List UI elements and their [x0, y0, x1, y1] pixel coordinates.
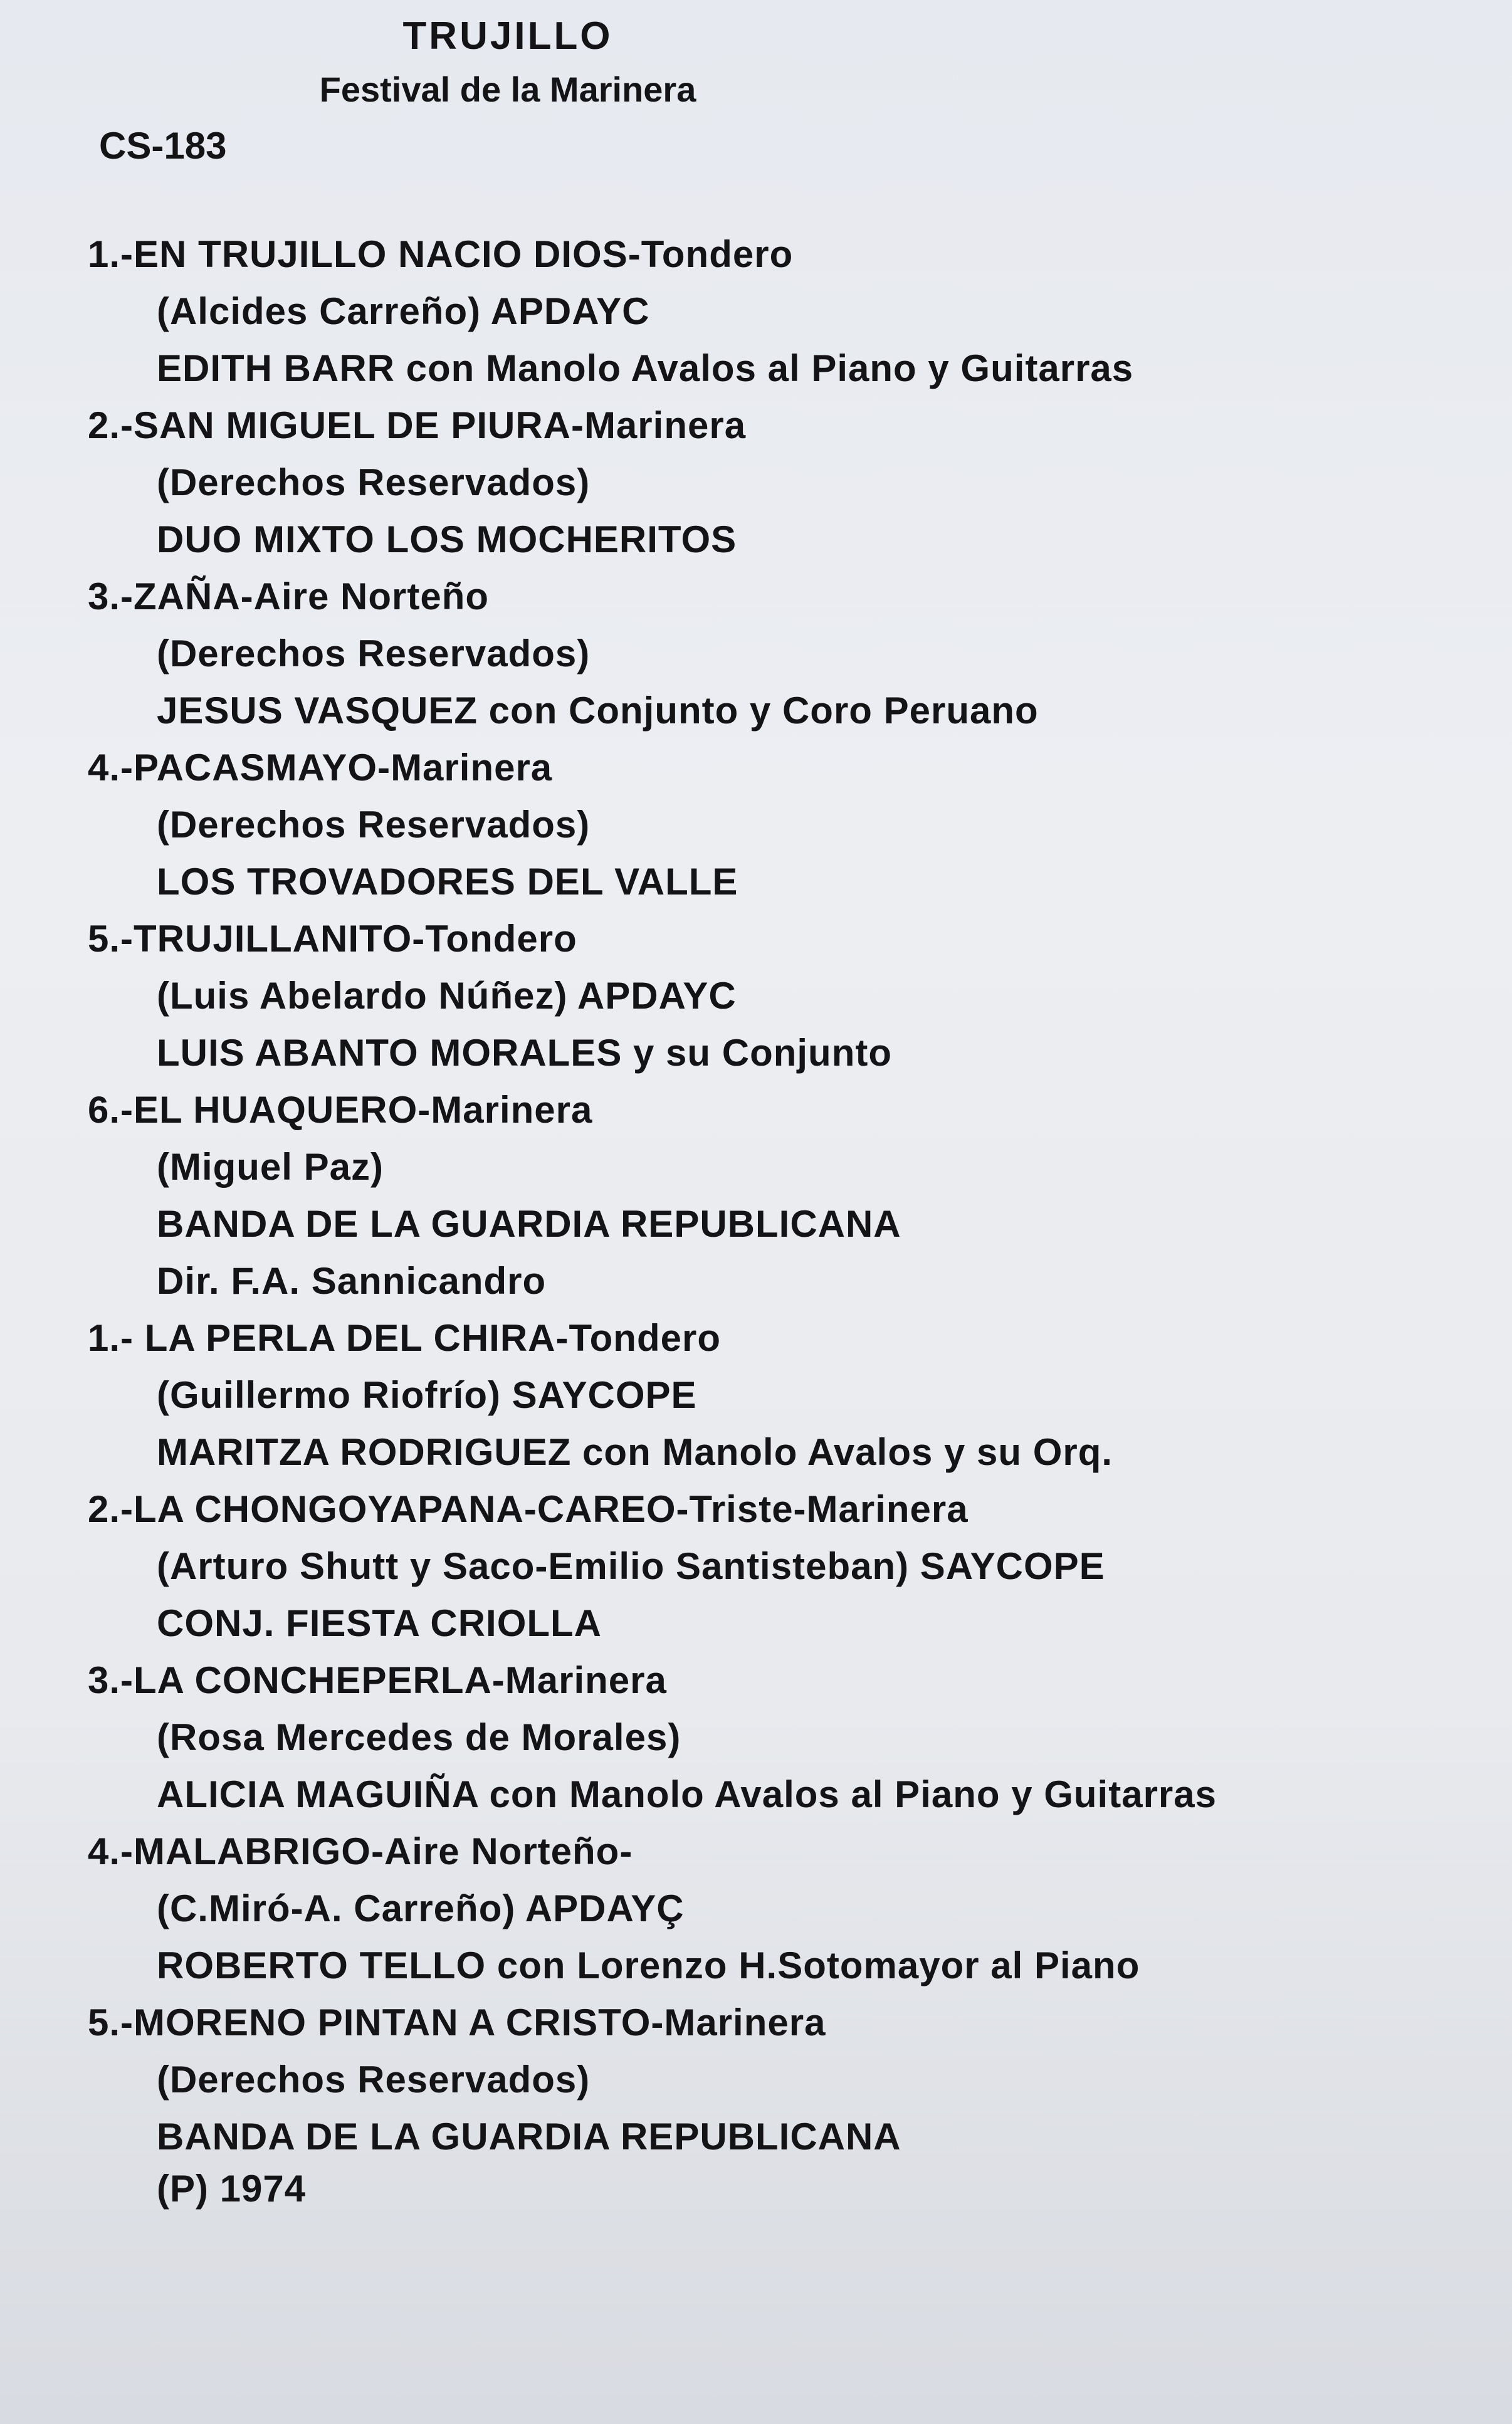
track-entry	[88, 397, 1467, 568]
track-title: 6.-EL HUAQUERO-Marinera	[88, 1089, 593, 1131]
track-title: 3.-ZAÑA-Aire Norteño	[88, 575, 490, 617]
track-title: 4.-MALABRIGO-Aire Norteño-	[88, 1830, 633, 1872]
track-credit: (C.Miró-A. Carreño) APDAYÇ	[157, 1887, 685, 1929]
album-subtitle: Festival de la Marinera	[319, 70, 696, 109]
track-title: 2.-LA CHONGOYAPANA-CAREO-Triste-Marinera	[88, 1488, 969, 1530]
track-performer: CONJ. FIESTA CRIOLLA	[157, 1602, 602, 1644]
track-performer: MARITZA RODRIGUEZ con Manolo Avalos y su Orq.	[157, 1431, 1113, 1473]
track-title: 5.-MORENO PINTAN A CRISTO-Marinera	[88, 2002, 826, 2044]
track-director: Dir. F.A. Sannicandro	[157, 1260, 547, 1302]
track-list	[88, 226, 1467, 2165]
track-credit: (Derechos Reservados)	[157, 2059, 591, 2101]
track-credit: (Guillermo Riofrío) SAYCOPE	[157, 1374, 697, 1416]
track-title: 3.-LA CONCHEPERLA-Marinera	[88, 1659, 667, 1701]
track-entry	[88, 1309, 1467, 1481]
track-entry	[88, 226, 1467, 397]
album-title: TRUJILLO	[402, 14, 613, 58]
track-entry	[88, 1081, 1467, 1309]
track-credit: (Rosa Mercedes de Morales)	[157, 1716, 681, 1758]
track-entry	[88, 1481, 1467, 1652]
track-title: 5.-TRUJILLANITO-Tondero	[88, 918, 577, 960]
track-title: 2.-SAN MIGUEL DE PIURA-Marinera	[88, 404, 747, 446]
track-credit: (Derechos Reservados)	[157, 632, 591, 674]
track-entry	[88, 1823, 1467, 1994]
catalog-number: CS-183	[99, 125, 227, 167]
track-performer: LOS TROVADORES DEL VALLE	[157, 861, 738, 903]
track-performer: JESUS VASQUEZ con Conjunto y Coro Peruano	[157, 690, 1039, 732]
track-credit: (Luis Abelardo Núñez) APDAYC	[157, 975, 737, 1017]
track-entry	[88, 739, 1467, 910]
track-title: 1.-EN TRUJILLO NACIO DIOS-Tondero	[88, 233, 794, 275]
track-performer: BANDA DE LA GUARDIA REPUBLICANA	[157, 2116, 901, 2158]
track-credit: (Derechos Reservados)	[157, 804, 591, 846]
track-title: 1.- LA PERLA DEL CHIRA-Tondero	[88, 1317, 721, 1359]
track-credit: (Arturo Shutt y Saco-Emilio Santisteban) SAYCOPE	[157, 1545, 1105, 1587]
copyright-year: (P) 1974	[157, 2168, 307, 2210]
track-title: 4.-PACASMAYO-Marinera	[88, 747, 553, 789]
track-entry	[88, 910, 1467, 1081]
track-performer: EDITH BARR con Manolo Avalos al Piano y Guitarras	[157, 347, 1134, 389]
track-performer: ROBERTO TELLO con Lorenzo H.Sotomayor al Piano	[157, 1944, 1140, 1986]
track-performer: ALICIA MAGUIÑA con Manolo Avalos al Piano y Guitarras	[157, 1773, 1217, 1815]
track-performer: DUO MIXTO LOS MOCHERITOS	[157, 518, 737, 560]
track-credit: (Alcides Carreño) APDAYC	[157, 290, 650, 332]
track-performer: LUIS ABANTO MORALES y su Conjunto	[157, 1032, 892, 1074]
track-entry	[88, 1652, 1467, 1823]
track-credit: (Miguel Paz)	[157, 1146, 384, 1188]
track-performer: BANDA DE LA GUARDIA REPUBLICANA	[157, 1203, 901, 1245]
track-entry	[88, 568, 1467, 739]
track-credit: (Derechos Reservados)	[157, 461, 591, 503]
track-entry	[88, 1994, 1467, 2165]
